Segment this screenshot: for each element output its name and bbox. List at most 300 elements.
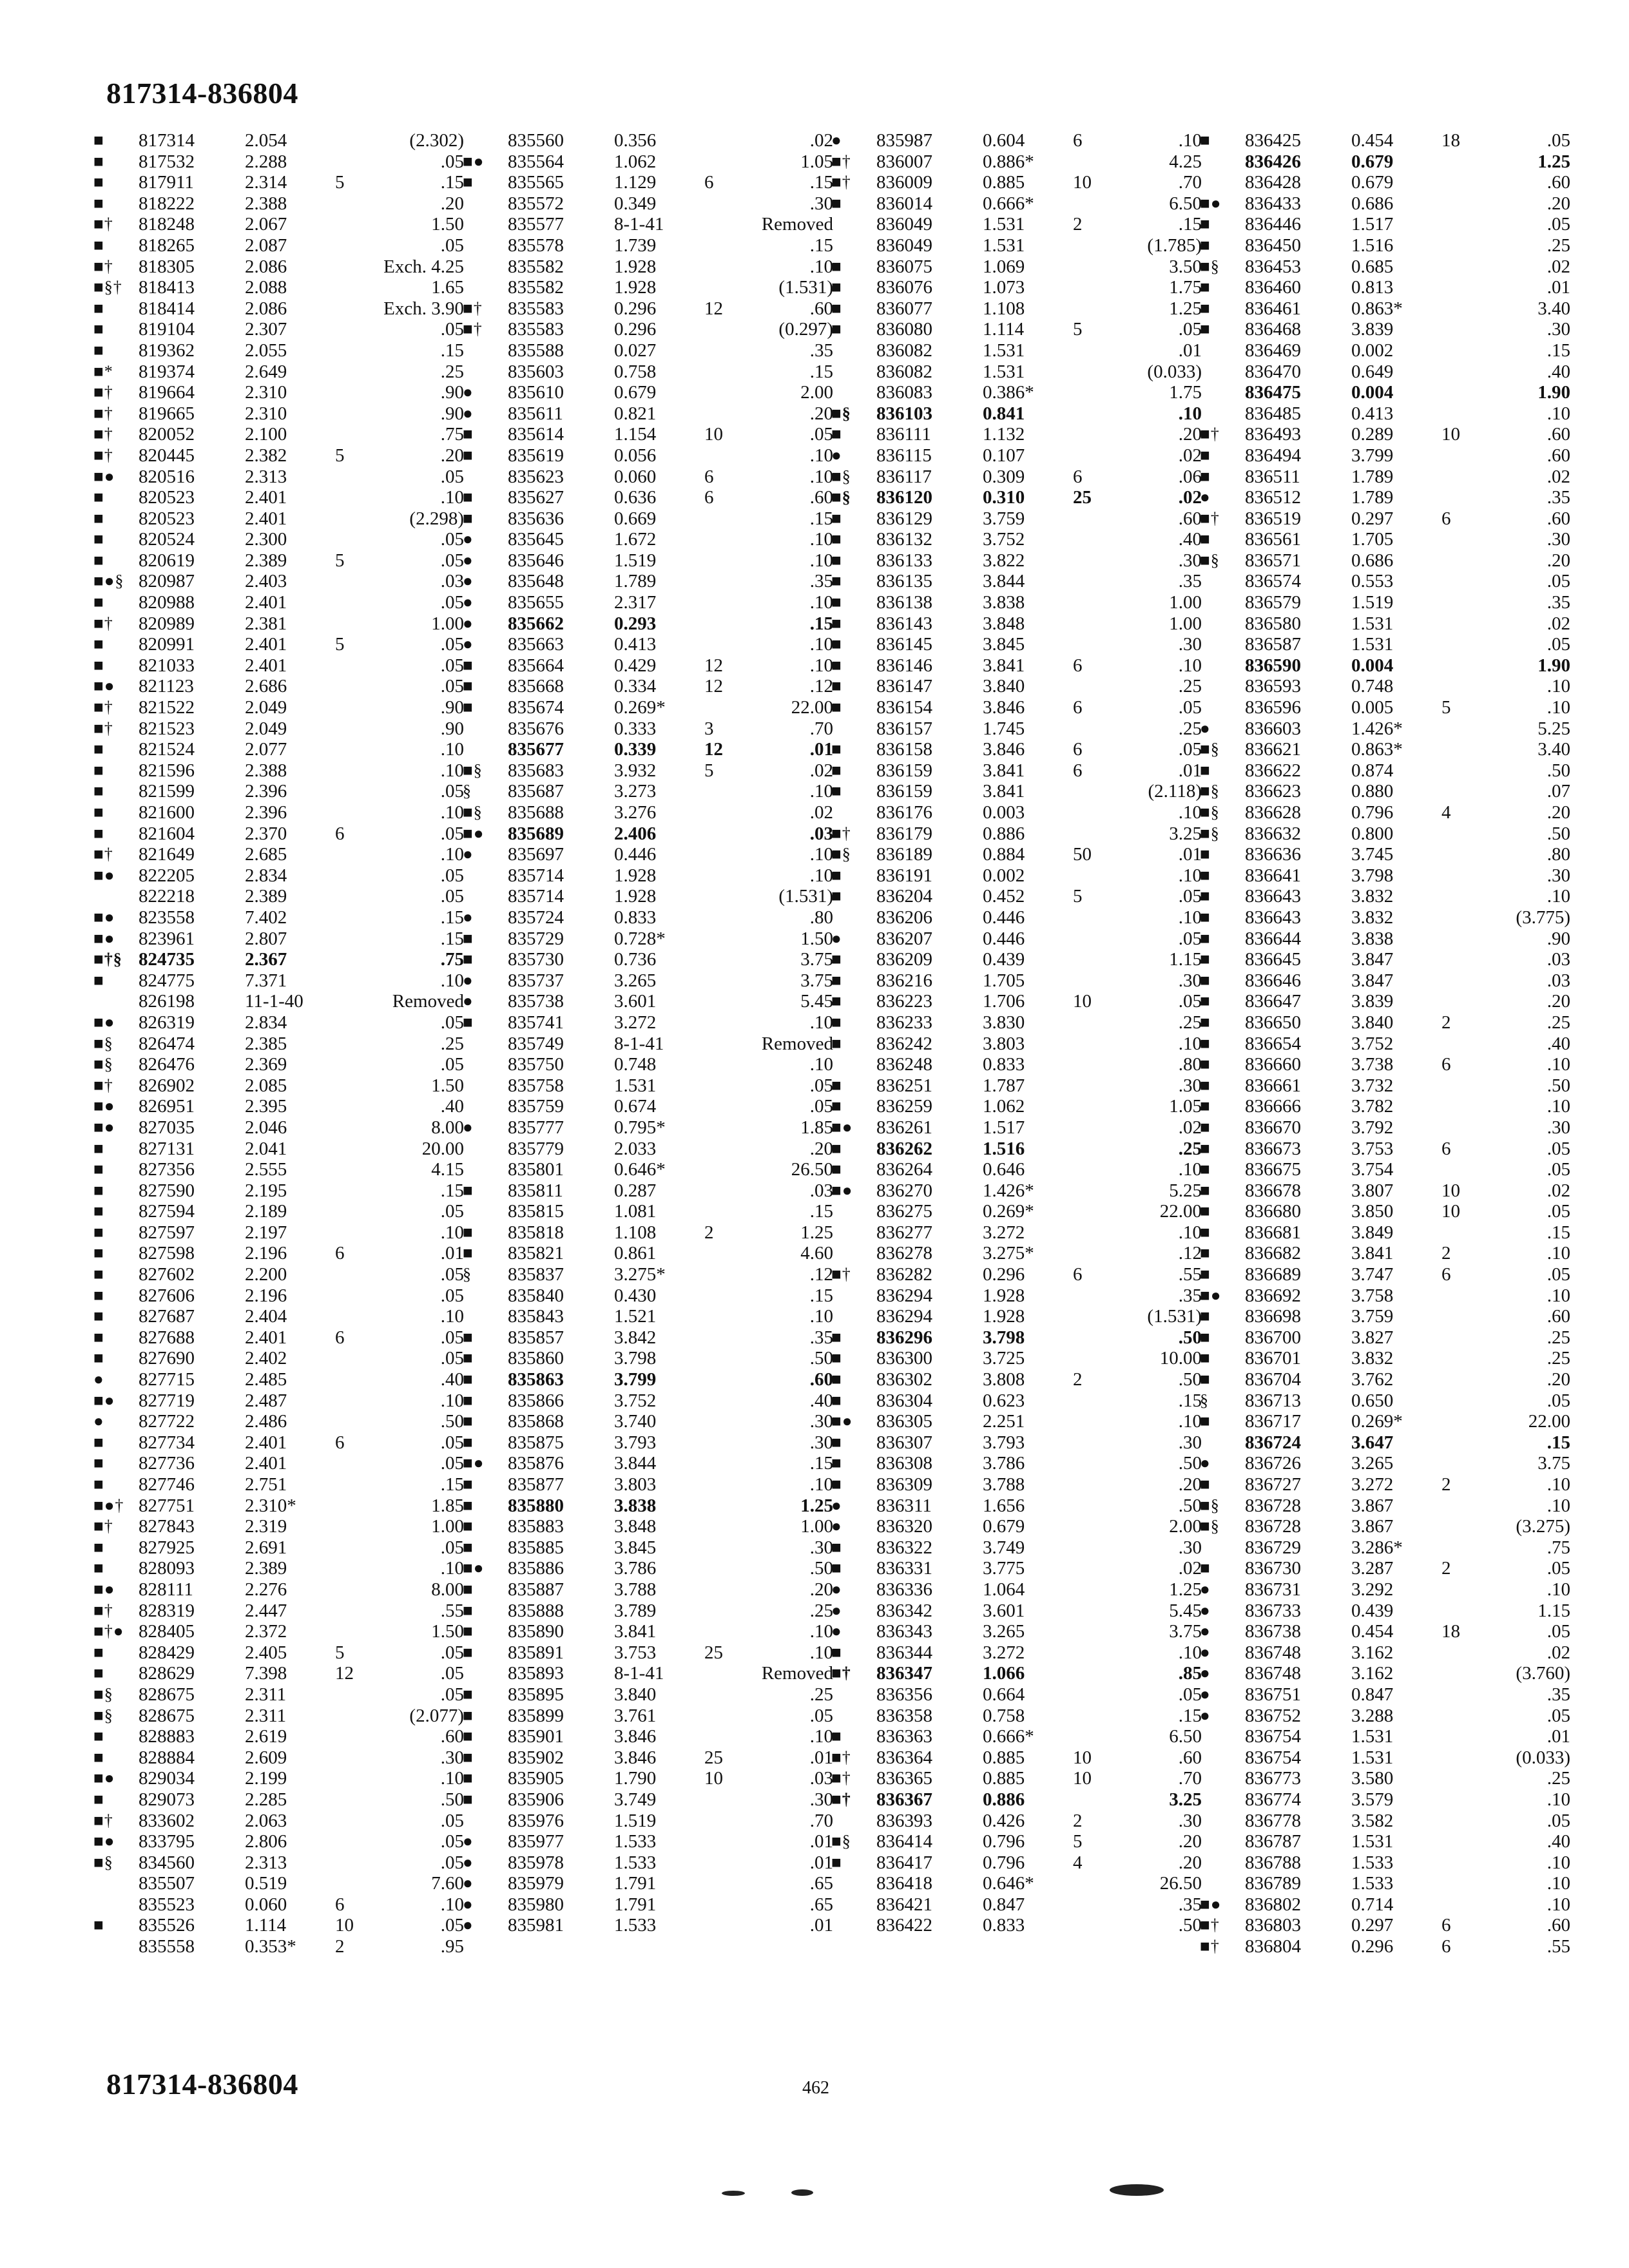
table-row — [463, 1411, 849, 1432]
table-row — [831, 1222, 1218, 1244]
item-value: 0.758 — [614, 361, 657, 382]
symbol-markers: ■● — [463, 1559, 485, 1578]
item-amount: .10 — [1547, 1852, 1570, 1873]
item-amount: .30 — [809, 1411, 833, 1432]
symbol-markers: ■ — [463, 488, 474, 507]
item-amount: .10 — [809, 655, 833, 676]
item-value: 1.114 — [245, 1915, 287, 1936]
symbol-markers: ● — [1200, 1454, 1211, 1473]
item-number: 835674 — [508, 697, 564, 718]
table-row — [93, 466, 480, 488]
item-number: 836242 — [876, 1033, 932, 1054]
item-value: 1.531 — [983, 340, 1025, 361]
item-value: 3.265 — [983, 1621, 1025, 1642]
item-amount: (0.033) — [1516, 1747, 1570, 1768]
symbol-markers: ■ — [831, 1012, 842, 1032]
item-amount: .05 — [1178, 928, 1202, 949]
table-row — [463, 949, 849, 970]
symbol-markers: ■ — [93, 1454, 104, 1473]
item-quantity: 6 — [335, 1894, 345, 1915]
item-amount: .01 — [809, 1852, 833, 1873]
symbol-markers: ■● — [1200, 1285, 1222, 1305]
table-row — [463, 1706, 849, 1727]
item-number: 836450 — [1245, 235, 1301, 256]
item-value: 0.833 — [983, 1915, 1025, 1936]
item-number: 827602 — [139, 1264, 195, 1285]
item-number: 836277 — [876, 1222, 932, 1243]
item-value: 1.517 — [983, 1117, 1025, 1138]
symbol-markers: ■ — [93, 803, 104, 822]
item-amount: .25 — [1547, 1012, 1570, 1033]
item-number: 835818 — [508, 1222, 564, 1243]
item-value: 0.623 — [983, 1390, 1025, 1411]
item-amount: .15 — [440, 1474, 464, 1495]
symbol-markers: ■ — [93, 1327, 104, 1347]
item-number: 836689 — [1245, 1264, 1301, 1285]
table-row — [463, 1390, 849, 1412]
item-value: 0.874 — [1351, 760, 1394, 781]
item-amount: .25 — [1178, 676, 1202, 697]
item-amount: .15 — [1178, 214, 1202, 235]
item-amount: .07 — [1547, 781, 1570, 802]
item-amount: .70 — [809, 718, 833, 739]
item-amount: 1.00 — [1169, 592, 1202, 613]
table-row — [93, 340, 480, 361]
item-value: 2.199 — [245, 1768, 287, 1789]
item-value: 3.793 — [614, 1432, 657, 1453]
item-amount: 1.15 — [1169, 949, 1202, 970]
table-row — [463, 1726, 849, 1747]
symbol-markers: ● — [831, 928, 842, 948]
table-row — [463, 1621, 849, 1642]
item-value: 3.601 — [614, 991, 657, 1012]
item-quantity: 6 — [1073, 739, 1083, 760]
item-amount: Removed — [392, 991, 464, 1012]
item-number: 835891 — [508, 1642, 564, 1663]
symbol-markers: ■ — [831, 1139, 842, 1158]
item-amount: 3.75 — [800, 949, 833, 970]
item-value: 0.439 — [1351, 1600, 1394, 1621]
item-value: 1.069 — [983, 256, 1025, 277]
item-value: 3.832 — [1351, 1348, 1394, 1369]
item-value: 1.531 — [1351, 613, 1394, 634]
item-value: 3.845 — [983, 634, 1025, 655]
item-amount: .60 — [809, 298, 833, 319]
item-amount: .02 — [1547, 256, 1570, 277]
item-quantity: 10 — [1073, 1747, 1092, 1768]
symbol-markers: ■ — [93, 550, 104, 570]
item-value: 1.108 — [614, 1222, 657, 1243]
item-number: 835875 — [508, 1432, 564, 1453]
item-amount: .90 — [440, 697, 464, 718]
item-number: 836645 — [1245, 949, 1301, 970]
symbol-markers: ■† — [1200, 508, 1220, 528]
table-row — [93, 298, 480, 320]
item-number: 836138 — [876, 592, 932, 613]
table-row — [93, 1096, 480, 1117]
symbol-markers: ■ — [463, 1180, 474, 1200]
item-value: 0.287 — [614, 1180, 657, 1201]
item-quantity: 5 — [1441, 697, 1451, 718]
table-row — [463, 1811, 849, 1832]
item-amount: .10 — [809, 592, 833, 613]
item-number: 836393 — [876, 1810, 932, 1831]
item-value: 2.085 — [245, 1075, 287, 1096]
item-value: 2.389 — [245, 1558, 287, 1579]
item-value: 2.486 — [245, 1411, 287, 1432]
table-row — [831, 1159, 1218, 1180]
item-amount: .01 — [440, 1243, 464, 1264]
item-number: 836738 — [1245, 1621, 1301, 1642]
item-value: 2.369 — [245, 1054, 287, 1075]
item-number: 835619 — [508, 445, 564, 466]
item-value: 2.055 — [245, 340, 287, 361]
symbol-markers: ■● — [831, 1180, 853, 1200]
item-amount: .50 — [809, 1348, 833, 1369]
item-value: 0.863* — [1351, 298, 1403, 319]
item-value: 0.636 — [614, 487, 657, 508]
item-number: 836282 — [876, 1264, 932, 1285]
symbol-markers: ■ — [463, 1789, 474, 1809]
table-row — [463, 1453, 849, 1474]
item-number: 836636 — [1245, 844, 1301, 865]
item-amount: .15 — [809, 1285, 833, 1306]
symbol-markers: ■ — [1200, 1075, 1211, 1095]
table-row — [93, 718, 480, 740]
symbol-markers: ■ — [463, 425, 474, 444]
symbol-markers: ■† — [93, 215, 113, 234]
item-value: 0.646* — [983, 1873, 1034, 1894]
item-value: 1.108 — [983, 298, 1025, 319]
item-value: 3.753 — [1351, 1138, 1394, 1159]
table-row — [93, 1139, 480, 1160]
table-row — [93, 1579, 480, 1600]
item-value: 0.666* — [983, 193, 1034, 214]
item-value: 1.789 — [614, 571, 657, 592]
item-number: 836262 — [876, 1138, 932, 1159]
symbol-markers: ■● — [93, 1012, 115, 1032]
table-row — [831, 151, 1218, 173]
item-amount: (2.298) — [409, 508, 464, 529]
table-row — [831, 424, 1218, 445]
table-row — [93, 550, 480, 572]
table-row — [93, 1306, 480, 1327]
symbol-markers: ■§ — [93, 1852, 113, 1872]
item-number: 836485 — [1245, 403, 1301, 424]
symbol-markers: ■ — [831, 655, 842, 675]
table-row — [463, 172, 849, 193]
item-number: 818413 — [139, 277, 195, 298]
table-row — [463, 1600, 849, 1622]
symbol-markers: ● — [463, 1894, 474, 1914]
item-amount: .05 — [440, 655, 464, 676]
symbol-markers: ■ — [93, 488, 104, 507]
item-number: 836574 — [1245, 571, 1301, 592]
item-number: 836132 — [876, 529, 932, 550]
symbol-markers: ■ — [1200, 1307, 1211, 1326]
item-amount: .05 — [440, 823, 464, 844]
item-quantity: 3 — [704, 718, 714, 739]
item-amount: .05 — [440, 1537, 464, 1558]
item-value: 3.762 — [1351, 1369, 1394, 1390]
item-value: 1.531 — [983, 361, 1025, 382]
item-number: 835811 — [508, 1180, 563, 1201]
table-row — [93, 1789, 480, 1811]
item-number: 836294 — [876, 1285, 932, 1306]
table-row — [1200, 991, 1586, 1012]
table-row — [463, 1768, 849, 1789]
table-row — [463, 676, 849, 697]
item-amount: .05 — [440, 781, 464, 802]
item-amount: 3.40 — [1537, 739, 1570, 760]
symbol-markers: ● — [831, 1600, 842, 1620]
item-amount: .20 — [809, 1138, 833, 1159]
table-row — [93, 1327, 480, 1349]
item-value: 2.834 — [245, 865, 287, 886]
item-quantity: 5 — [335, 172, 345, 193]
item-amount: .20 — [1178, 424, 1202, 445]
symbol-markers: ■ — [831, 550, 842, 570]
symbol-markers: ■† — [93, 1517, 113, 1536]
table-row — [463, 319, 849, 340]
item-number: 819374 — [139, 361, 195, 382]
item-value: 3.846 — [614, 1726, 657, 1747]
item-amount: .10 — [1547, 403, 1570, 424]
item-number: 835877 — [508, 1474, 564, 1495]
symbol-markers: ■ — [831, 1454, 842, 1473]
item-quantity: 10 — [1073, 172, 1092, 193]
symbol-markers: ■† — [93, 845, 113, 864]
item-number: 836670 — [1245, 1117, 1301, 1138]
table-row — [1200, 1139, 1586, 1160]
item-amount: .10 — [809, 529, 833, 550]
symbol-markers: ■ — [1200, 1202, 1211, 1221]
table-row — [831, 319, 1218, 340]
table-row — [831, 1453, 1218, 1474]
item-number: 836146 — [876, 655, 932, 676]
item-amount: .50 — [1547, 760, 1570, 781]
item-amount: .10 — [809, 1306, 833, 1327]
table-row — [831, 256, 1218, 278]
item-value: 2.395 — [245, 1096, 287, 1117]
item-value: 3.752 — [1351, 1033, 1394, 1054]
item-number: 836294 — [876, 1306, 932, 1327]
item-value: 2.686 — [245, 676, 287, 697]
table-row — [831, 697, 1218, 718]
table-row — [463, 361, 849, 383]
item-amount: .10 — [1547, 1579, 1570, 1600]
symbol-markers: ● — [831, 131, 842, 149]
item-number: 836632 — [1245, 823, 1301, 844]
item-amount: 1.00 — [1169, 613, 1202, 634]
table-row — [1200, 382, 1586, 403]
item-amount: .05 — [440, 886, 464, 907]
item-amount: .30 — [1178, 1075, 1202, 1096]
table-row — [463, 1348, 849, 1369]
item-value: 2.405 — [245, 1642, 287, 1663]
item-value: 3.273 — [614, 781, 657, 802]
item-value: 1.656 — [983, 1495, 1025, 1516]
item-value: 11-1-40 — [245, 991, 304, 1012]
table-row — [93, 1180, 480, 1202]
table-row — [1200, 235, 1586, 256]
item-number: 826951 — [139, 1096, 195, 1117]
table-row — [93, 1747, 480, 1769]
table-row — [463, 823, 849, 845]
item-value: 2.195 — [245, 1180, 287, 1201]
item-quantity: 10 — [704, 1768, 723, 1789]
item-value: 2.751 — [245, 1474, 287, 1495]
item-quantity: 18 — [1441, 130, 1460, 151]
item-amount: .30 — [1547, 319, 1570, 340]
item-amount: .10 — [1547, 1495, 1570, 1516]
table-row — [93, 1621, 480, 1642]
table-row — [463, 844, 849, 865]
item-value: 3.803 — [614, 1474, 657, 1495]
item-number: 835895 — [508, 1684, 564, 1705]
item-value: 0.748 — [614, 1054, 657, 1075]
item-value: 2.396 — [245, 802, 287, 823]
item-number: 836275 — [876, 1201, 932, 1222]
item-number: 836157 — [876, 718, 932, 739]
table-row — [463, 655, 849, 677]
table-row — [1200, 1831, 1586, 1852]
symbol-markers: ■ — [93, 1180, 104, 1200]
item-value: 2.063 — [245, 1810, 287, 1831]
item-value: 3.740 — [614, 1411, 657, 1432]
symbol-markers: ■ — [831, 1475, 842, 1494]
item-value: 0.795* — [614, 1117, 666, 1138]
symbol-markers: ■ — [831, 593, 842, 612]
table-row — [93, 907, 480, 928]
item-number: 836176 — [876, 802, 932, 823]
symbol-markers: ● — [463, 593, 474, 612]
item-amount: .50 — [1178, 1495, 1202, 1516]
item-amount: .05 — [440, 1684, 464, 1705]
table-row — [1200, 1516, 1586, 1537]
item-number: 818414 — [139, 298, 195, 319]
symbol-markers: ■ — [1200, 1475, 1211, 1494]
item-number: 836077 — [876, 298, 932, 319]
item-quantity: 6 — [704, 172, 714, 193]
item-number: 836647 — [1245, 991, 1301, 1012]
item-amount: .05 — [440, 1852, 464, 1873]
item-amount: .05 — [440, 1453, 464, 1474]
item-number: 835976 — [508, 1810, 564, 1831]
table-row — [93, 823, 480, 845]
item-number: 835868 — [508, 1411, 564, 1432]
table-row — [1200, 1684, 1586, 1706]
item-number: 836493 — [1245, 424, 1301, 445]
item-number: 836470 — [1245, 361, 1301, 382]
table-row — [463, 550, 849, 572]
item-value: 3.840 — [1351, 1012, 1394, 1033]
item-value: 2.054 — [245, 130, 287, 151]
item-amount: .10 — [1178, 1642, 1202, 1663]
table-row — [463, 235, 849, 256]
symbol-markers: ■ — [1200, 530, 1211, 549]
table-row — [831, 949, 1218, 970]
item-value: 3.822 — [983, 550, 1025, 571]
symbol-markers: ■† — [93, 613, 113, 633]
item-number: 835887 — [508, 1579, 564, 1600]
item-quantity: 2 — [1073, 1369, 1083, 1390]
item-value: 1.928 — [614, 277, 657, 298]
item-value: 8-1-41 — [614, 214, 664, 235]
item-amount: .30 — [1178, 970, 1202, 991]
item-number: 835883 — [508, 1516, 564, 1537]
item-value: 0.107 — [983, 445, 1025, 466]
item-number: 835648 — [508, 571, 564, 592]
item-number: 836561 — [1245, 529, 1301, 550]
item-value: 0.714 — [1351, 1894, 1394, 1915]
item-amount: .03 — [1547, 970, 1570, 991]
item-number: 827690 — [139, 1348, 195, 1369]
item-number: 835837 — [508, 1264, 564, 1285]
item-amount: .50 — [1178, 1327, 1202, 1348]
item-number: 836311 — [876, 1495, 932, 1516]
table-row — [1200, 571, 1586, 592]
item-amount: 5.45 — [1169, 1600, 1202, 1621]
item-amount: 5.25 — [1537, 718, 1570, 739]
table-row — [463, 718, 849, 740]
item-amount: .40 — [1547, 1033, 1570, 1054]
item-amount: .05 — [1547, 214, 1570, 235]
item-amount: .05 — [440, 1012, 464, 1033]
table-row — [1200, 1894, 1586, 1916]
item-number: 828405 — [139, 1621, 195, 1642]
item-number: 836646 — [1245, 970, 1301, 991]
item-amount: 6.50 — [1169, 193, 1202, 214]
item-amount: .20 — [440, 445, 464, 466]
item-number: 836007 — [876, 151, 932, 172]
symbol-markers: ■ — [831, 508, 842, 528]
symbol-markers: ■ — [1200, 1117, 1211, 1137]
item-amount: 7.60 — [431, 1873, 464, 1894]
item-value: 3.580 — [1351, 1768, 1394, 1789]
symbol-markers: ■ — [93, 1727, 104, 1746]
item-value: 1.789 — [1351, 487, 1394, 508]
item-number: 835860 — [508, 1348, 564, 1369]
table-row — [463, 277, 849, 298]
item-amount: .25 — [809, 1684, 833, 1705]
table-row — [831, 676, 1218, 697]
symbol-markers: ■ — [1200, 845, 1211, 864]
item-amount: .40 — [1178, 529, 1202, 550]
item-amount: .25 — [440, 361, 464, 382]
table-row — [1200, 1327, 1586, 1349]
item-value: 3.844 — [983, 571, 1025, 592]
symbol-markers: § — [463, 1265, 472, 1284]
item-number: 836678 — [1245, 1180, 1301, 1201]
item-number: 835987 — [876, 130, 932, 151]
item-number: 820523 — [139, 487, 195, 508]
table-row — [831, 1139, 1218, 1160]
item-value: 3.793 — [983, 1432, 1025, 1453]
item-value: 0.452 — [983, 886, 1025, 907]
table-row — [1200, 676, 1586, 697]
item-value: 3.807 — [1351, 1180, 1394, 1201]
item-amount: .70 — [1178, 1768, 1202, 1789]
table-row — [93, 676, 480, 697]
symbol-markers: ■ — [93, 760, 104, 780]
item-amount: .05 — [1178, 739, 1202, 760]
symbol-markers: ■ — [463, 1747, 474, 1767]
table-row — [831, 382, 1218, 403]
item-quantity: 25 — [1073, 487, 1092, 508]
table-row — [93, 214, 480, 235]
item-number: 817911 — [139, 172, 194, 193]
